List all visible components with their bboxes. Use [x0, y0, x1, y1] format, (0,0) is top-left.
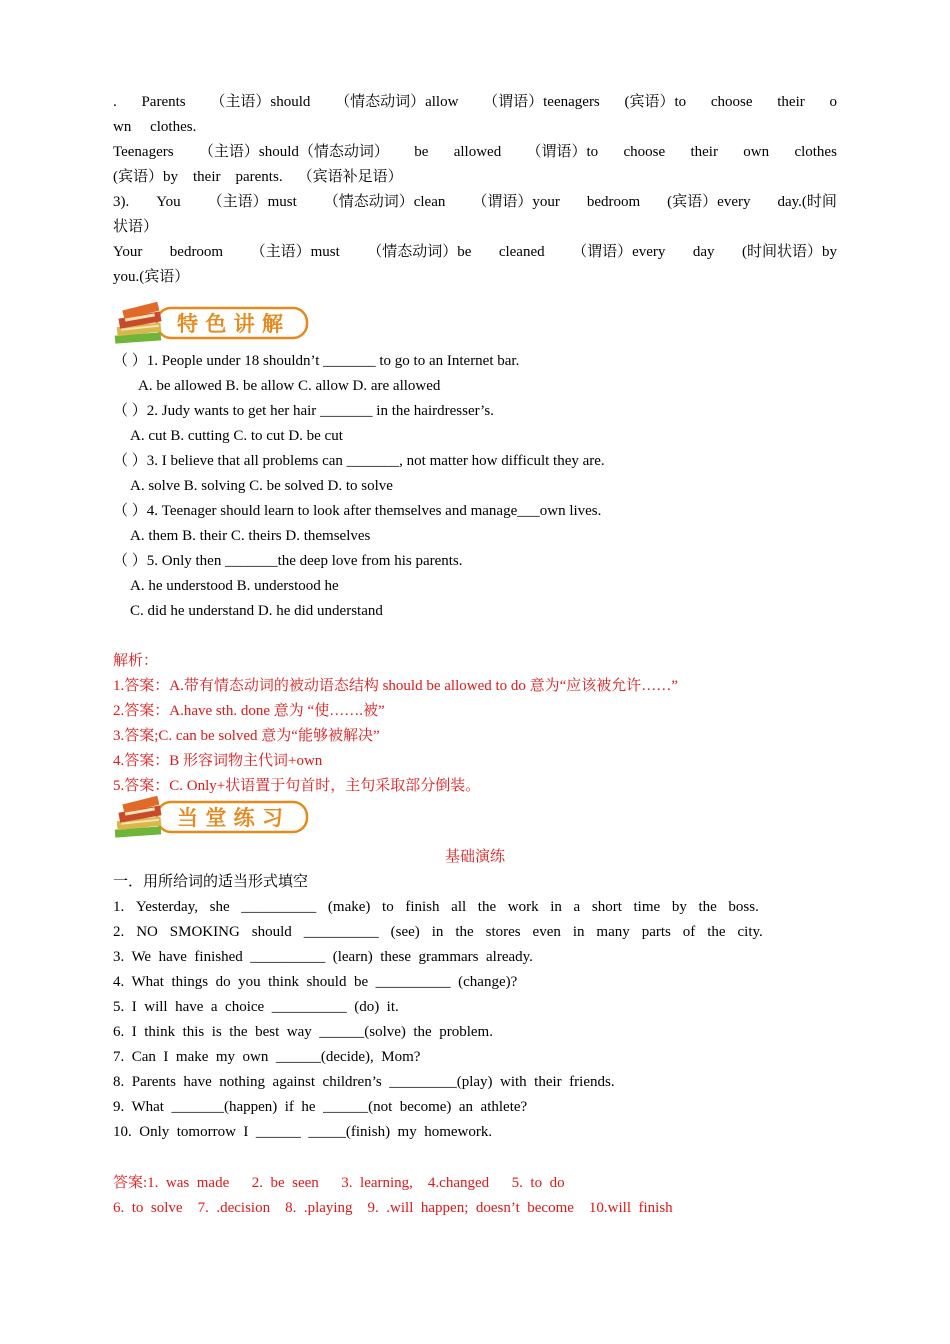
- word: （谓语）your: [472, 194, 560, 210]
- word: You: [156, 194, 181, 210]
- word: clothes: [794, 144, 837, 160]
- word: （主语）should（情态动词）: [198, 144, 389, 160]
- word: in: [550, 899, 562, 915]
- word: （谓语）to: [526, 144, 599, 160]
- answers-line: 答案:1. was made 2. be seen 3. learning, 4.changed 5. to do: [113, 1175, 565, 1191]
- document-page: [113, 90, 837, 1221]
- word: work: [507, 899, 539, 915]
- word: stores: [485, 924, 521, 940]
- practice-item: 9. What _______(happen) if he ______(not become) an athlete?: [113, 1099, 528, 1115]
- word: (see): [390, 924, 420, 940]
- question-options: A. them B. their C. theirs D. themselves: [130, 528, 371, 544]
- practice-item-2: [113, 920, 763, 945]
- word: o: [829, 94, 837, 110]
- word: bedroom: [169, 244, 224, 260]
- word: __________: [241, 899, 317, 915]
- intro-line-4: [113, 165, 837, 190]
- word: 2.: [113, 924, 125, 940]
- word: （主语）must: [207, 194, 297, 210]
- question-stem: （ ）3. I believe that all problems can _______, not matter how difficult they are.: [113, 453, 605, 469]
- word: their: [690, 144, 718, 160]
- word: the: [698, 899, 717, 915]
- word: (宾语）to: [624, 94, 687, 110]
- word: Your: [113, 244, 143, 260]
- word: she: [209, 899, 230, 915]
- analysis-heading: 解析：: [113, 653, 159, 669]
- word: choose: [623, 144, 666, 160]
- word: allowed: [453, 144, 502, 160]
- word: their: [777, 94, 805, 110]
- answers-line: 6. to solve 7. .decision 8. .playing 9. .will happen; doesn’t become 10.will finish: [113, 1200, 673, 1216]
- word: wn: [113, 119, 132, 135]
- word: 3).: [113, 194, 130, 210]
- question-options: A. solve B. solving C. be solved D. to solve: [130, 478, 393, 494]
- word: 1.: [113, 899, 125, 915]
- word: city.: [737, 924, 763, 940]
- question-stem: （ ）2. Judy wants to get her hair _______ in the hairdresser’s.: [113, 403, 494, 419]
- word: clothes.: [150, 119, 197, 135]
- analysis-block: [113, 649, 837, 799]
- intro-line-1: [113, 90, 837, 115]
- analysis-item: 4.答案：B 形容词物主代词+own: [113, 753, 323, 769]
- word: in: [572, 924, 585, 940]
- question-list: [113, 349, 837, 624]
- books-banner-icon: [113, 301, 313, 351]
- word: by: [671, 899, 687, 915]
- word: day: [692, 244, 715, 260]
- question-options: A. he understood B. understood he: [130, 578, 339, 594]
- intro-line-6: [113, 215, 837, 240]
- word: many: [596, 924, 630, 940]
- word: (宾语）every: [667, 194, 751, 210]
- word: the: [455, 924, 474, 940]
- word: （情态动词）be: [367, 244, 472, 260]
- word: should: [251, 924, 292, 940]
- intro-line-8: [113, 265, 837, 290]
- word: day.(时间: [777, 194, 837, 210]
- word: you.(宾语）: [113, 269, 190, 285]
- practice-title: 基础演练: [444, 849, 505, 865]
- banner-title: 特 色 讲 解: [177, 312, 283, 336]
- word: of: [682, 924, 696, 940]
- word: （主语）should: [210, 94, 311, 110]
- intro-line-3: [113, 140, 837, 165]
- word: .: [113, 94, 117, 110]
- intro-line-2: [113, 115, 837, 140]
- word: boss.: [728, 899, 759, 915]
- word: short: [591, 899, 622, 915]
- practice-item: 5. I will have a choice __________ (do) it.: [113, 999, 399, 1015]
- word: time: [633, 899, 661, 915]
- word: （情态动词）clean: [323, 194, 446, 210]
- practice-item: 4. What things do you think should be __________ (change)?: [113, 974, 518, 990]
- question-options: A. be allowed B. be allow C. allow D. are allowed: [138, 378, 441, 394]
- practice-block: [113, 845, 837, 1145]
- practice-item: 6. I think this is the best way ______(solve) the problem.: [113, 1024, 493, 1040]
- practice-item: 7. Can I make my own ______(decide), Mom?: [113, 1049, 421, 1065]
- word: （主语）must: [250, 244, 340, 260]
- practice-item: 8. Parents have nothing against children’s _________(play) with their friends.: [113, 1074, 615, 1090]
- question-stem: （ ）1. People under 18 shouldn’t _______ to go to an Internet bar.: [113, 353, 520, 369]
- word: （情态动词）allow: [335, 94, 459, 110]
- word: （谓语）every: [572, 244, 666, 260]
- word: SMOKING: [169, 924, 240, 940]
- practice-section-heading: 一．用所给词的适当形式填空: [113, 874, 309, 890]
- word: NO: [136, 924, 158, 940]
- word: the: [707, 924, 726, 940]
- word: finish: [405, 899, 440, 915]
- word: Teenagers: [113, 144, 174, 160]
- word: Yesterday,: [135, 899, 198, 915]
- analysis-item: 3.答案;C. can be solved 意为“能够被解决”: [113, 728, 380, 744]
- word: own: [743, 144, 770, 160]
- word: (make): [327, 899, 371, 915]
- word: cleaned: [498, 244, 545, 260]
- word: choose: [710, 94, 753, 110]
- word: (宾语）by: [113, 169, 178, 185]
- question-options: A. cut B. cutting C. to cut D. be cut: [130, 428, 343, 444]
- intro-line-5: [113, 190, 837, 215]
- word: （宾语补足语）: [297, 169, 403, 185]
- practice-item-1: [113, 895, 759, 920]
- word: parts: [641, 924, 671, 940]
- answers-block: [113, 1171, 837, 1221]
- word: 状语）: [113, 219, 159, 235]
- word: to: [382, 899, 394, 915]
- word: even: [532, 924, 561, 940]
- question-options: C. did he understand D. he did understand: [130, 603, 383, 619]
- question-stem: （ ）5. Only then _______the deep love from his parents.: [113, 553, 463, 569]
- section-banner-practice: [113, 795, 837, 845]
- practice-item: 3. We have finished __________ (learn) these grammars already.: [113, 949, 533, 965]
- analysis-item: 2.答案：A.have sth. done 意为 “使…….被”: [113, 703, 385, 719]
- books-banner-icon: [113, 795, 313, 845]
- word: bedroom: [586, 194, 641, 210]
- word: （谓语）teenagers: [483, 94, 600, 110]
- analysis-item: 5.答案：C. Only+状语置于句首时，主句采取部分倒装。: [113, 778, 481, 794]
- word: in: [431, 924, 444, 940]
- word: __________: [303, 924, 379, 940]
- word: Parents: [141, 94, 186, 110]
- question-stem: （ ）4. Teenager should learn to look after themselves and manage___own lives.: [113, 503, 602, 519]
- word: parents.: [235, 169, 283, 185]
- word: be: [414, 144, 429, 160]
- analysis-item: 1.答案：A.带有情态动词的被动语态结构 should be allowed to do 意为“应该被允许……”: [113, 678, 678, 694]
- word: a: [573, 899, 581, 915]
- word: all: [451, 899, 467, 915]
- banner-title: 当 堂 练 习: [177, 806, 283, 830]
- section-banner-features: [113, 301, 837, 351]
- word: the: [477, 899, 497, 915]
- word: (时间状语）by: [741, 244, 837, 260]
- intro-line-7: [113, 240, 837, 265]
- practice-item: 10. Only tomorrow I ______ _____(finish) my homework.: [113, 1124, 493, 1140]
- word: their: [193, 169, 221, 185]
